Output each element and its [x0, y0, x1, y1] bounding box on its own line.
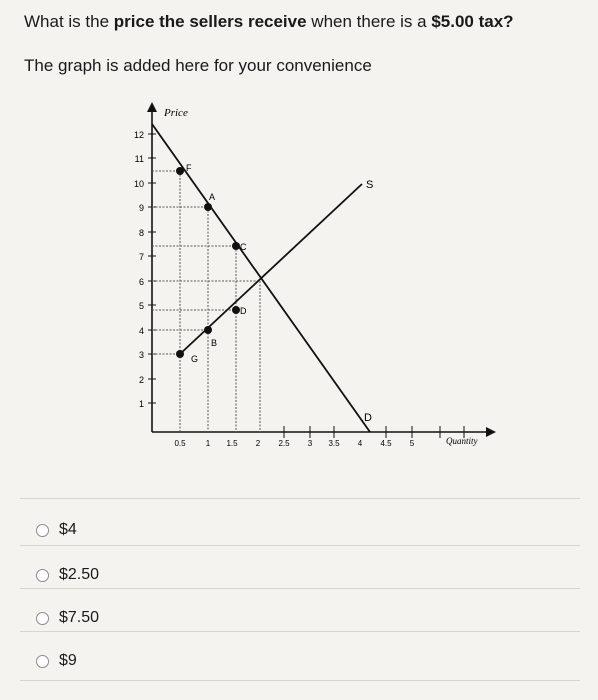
y-axis-arrow [147, 102, 157, 112]
point-c [232, 242, 240, 250]
radio-icon[interactable] [36, 524, 49, 537]
option-label: $7.50 [59, 609, 100, 626]
point-a-label: A [209, 192, 216, 202]
x-tick-5: 5 [409, 439, 415, 448]
option-label: $2.50 [59, 566, 100, 583]
separator [20, 680, 580, 681]
point-f [176, 167, 184, 175]
y-tick-6: 6 [138, 277, 144, 287]
point-b [204, 326, 212, 334]
radio-icon[interactable] [36, 655, 49, 668]
option-label: $9 [59, 652, 77, 669]
y-tick-10: 10 [133, 179, 144, 189]
y-tick-12: 12 [133, 130, 144, 140]
point-f-label: F [186, 163, 192, 173]
supply-demand-graph [100, 96, 520, 466]
option-9[interactable] [36, 652, 77, 670]
y-tick-8: 8 [138, 228, 144, 238]
point-g-label: G [191, 354, 199, 364]
x-tick-1.5: 1.5 [226, 439, 238, 448]
x-tick-2: 2 [255, 439, 261, 448]
y-tick-5: 5 [138, 301, 144, 311]
option-7-50[interactable] [36, 609, 99, 627]
y-axis-label: Price [164, 107, 188, 119]
point-a [204, 203, 212, 211]
y-tick-9: 9 [138, 203, 144, 213]
x-axis-label: Quantity [446, 436, 478, 446]
y-tick-3: 3 [138, 350, 144, 360]
y-tick-2: 2 [138, 375, 144, 385]
x-tick-3.5: 3.5 [328, 439, 340, 448]
point-d-label: D [240, 306, 247, 316]
supply-label: S [366, 179, 374, 191]
x-ticks [174, 426, 464, 448]
separator [20, 498, 580, 499]
y-tick-11: 11 [134, 154, 144, 164]
point-c-label: C [240, 242, 247, 252]
demand-label: D [364, 412, 372, 424]
y-tick-7: 7 [138, 252, 144, 262]
radio-icon[interactable] [36, 569, 49, 582]
x-axis-arrow [486, 427, 496, 437]
point-g [176, 350, 184, 358]
graph-svg [100, 96, 520, 466]
question-bold-1: price the sellers receive [113, 12, 307, 31]
separator [20, 631, 580, 632]
x-tick-1: 1 [205, 439, 211, 448]
option-2-50[interactable] [36, 566, 99, 584]
question-bold-2: $5.00 tax? [431, 12, 514, 31]
option-label: $4 [59, 521, 77, 538]
x-tick-3: 3 [307, 439, 313, 448]
separator [20, 588, 580, 589]
point-b-label: B [211, 338, 218, 348]
separator [20, 545, 580, 546]
option-4[interactable] [36, 521, 77, 539]
question-text [24, 12, 514, 32]
x-tick-4: 4 [357, 439, 363, 448]
y-tick-1: 1 [138, 399, 144, 409]
radio-icon[interactable] [36, 612, 49, 625]
x-tick-4.5: 4.5 [380, 439, 392, 448]
x-tick-0.5: 0.5 [174, 439, 186, 448]
y-tick-4: 4 [138, 326, 144, 336]
convenience-note: The graph is added here for your convenience [24, 56, 372, 75]
x-tick-2.5: 2.5 [278, 439, 290, 448]
question-middle: when there is a [306, 12, 432, 31]
point-d [232, 306, 240, 314]
question-prefix: What is the [24, 12, 114, 31]
